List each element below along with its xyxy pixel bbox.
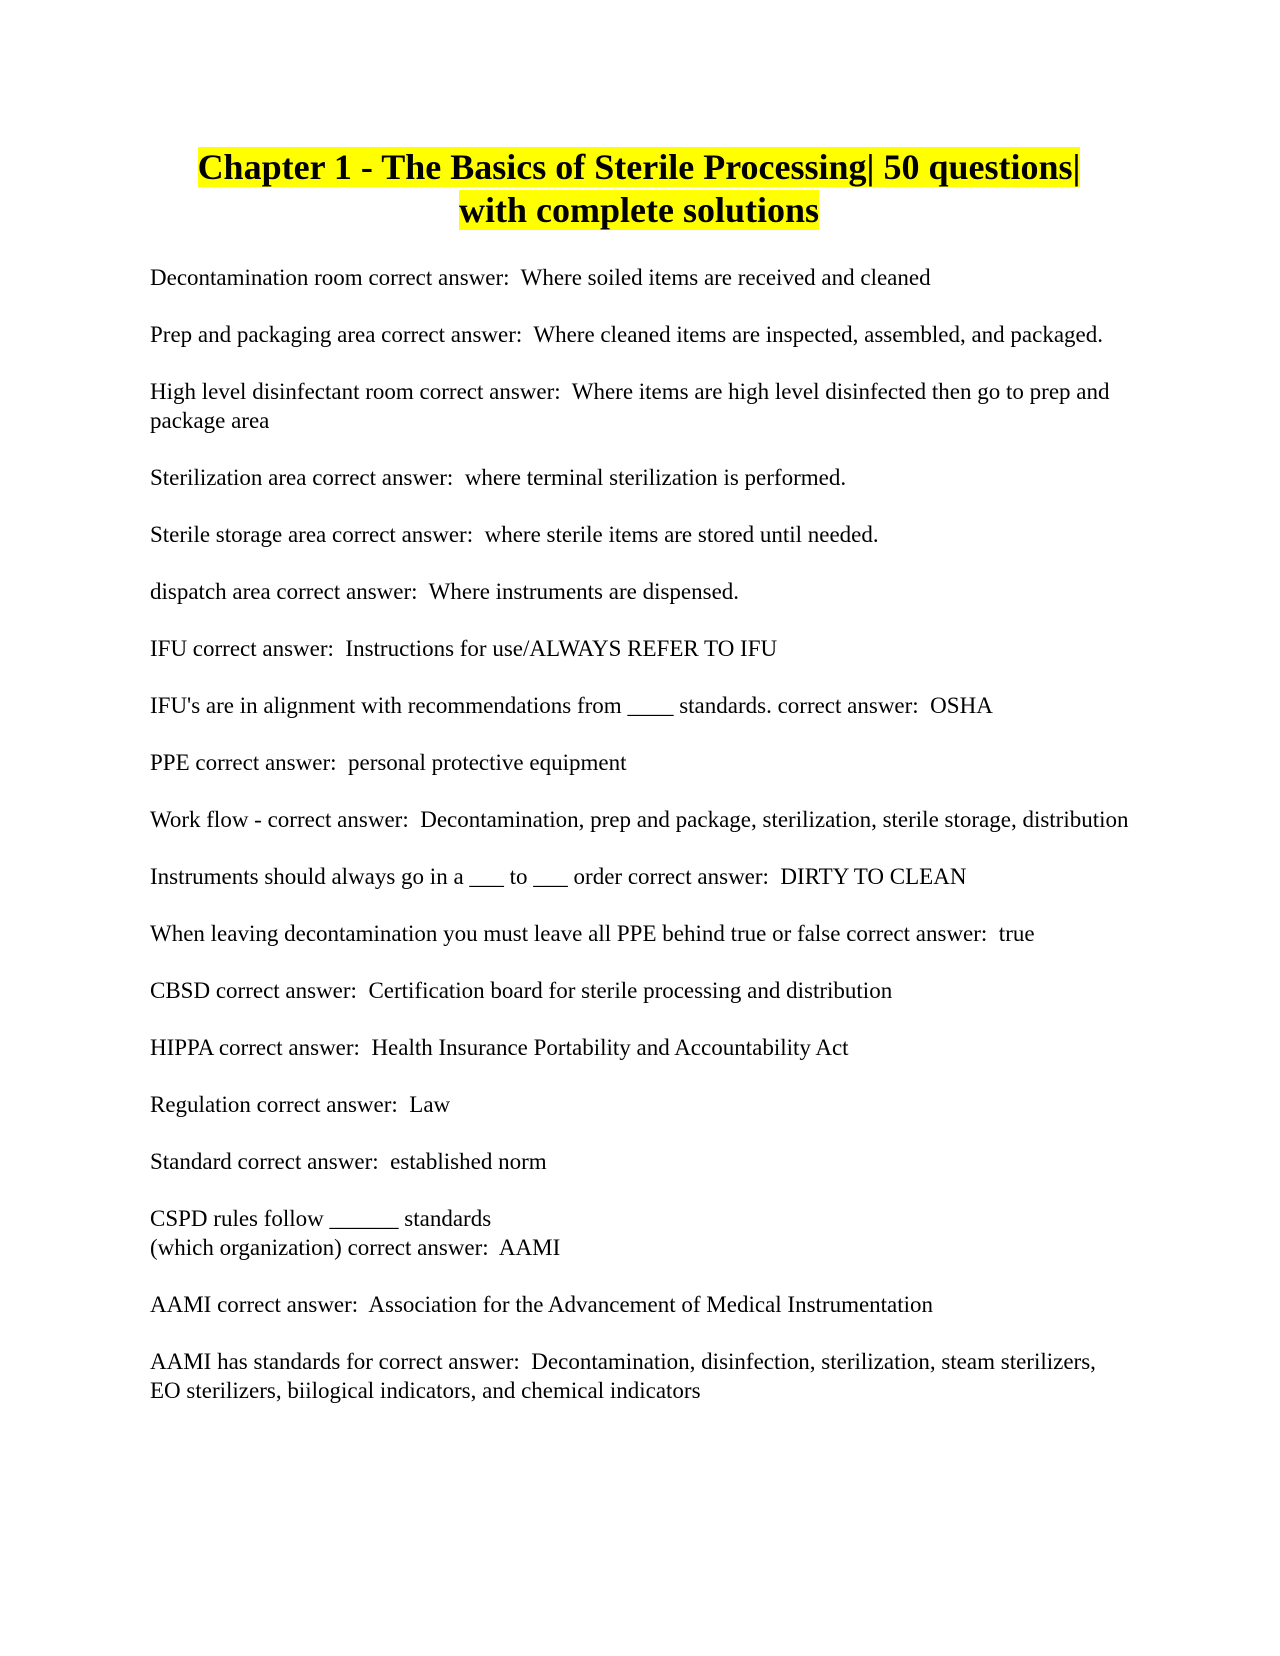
document-title (150, 146, 1128, 232)
list-item: dispatch area correct answer: Where instruments are dispensed. (150, 579, 740, 604)
title-line-2: with complete solutions (459, 190, 819, 230)
list-item: Work flow - correct answer: Decontamination, prep and package, sterilization, sterile storage, distribution (150, 807, 1129, 832)
list-item: AAMI correct answer: Association for the Advancement of Medical Instrumentation (150, 1292, 934, 1317)
question-answer-list (150, 263, 1130, 1433)
list-item: CBSD correct answer: Certification board for sterile processing and distribution (150, 978, 893, 1003)
list-item: AAMI has standards for correct answer: Decontamination, disinfection, sterilization, steam sterilizers, EO sterilizers, biilogical indicators, and chemical indicators (150, 1349, 1102, 1403)
list-item: Sterile storage area correct answer: where sterile items are stored until needed. (150, 522, 879, 547)
list-item: CSPD rules follow ______ standards (which organization) correct answer: AAMI (150, 1206, 561, 1260)
list-item: Standard correct answer: established norm (150, 1149, 547, 1174)
list-item: Sterilization area correct answer: where terminal sterilization is performed. (150, 465, 847, 490)
list-item: IFU's are in alignment with recommendations from ____ standards. correct answer: OSHA (150, 693, 993, 718)
list-item: High level disinfectant room correct answer: Where items are high level disinfected then go to prep and package area (150, 379, 1116, 433)
title-line-1: Chapter 1 - The Basics of Sterile Processing| 50 questions| (197, 147, 1081, 187)
list-item: Regulation correct answer: Law (150, 1092, 451, 1117)
list-item: Instruments should always go in a ___ to ___ order correct answer: DIRTY TO CLEAN (150, 864, 967, 889)
list-item: Decontamination room correct answer: Where soiled items are received and cleaned (150, 265, 931, 290)
list-item: When leaving decontamination you must leave all PPE behind true or false correct answer: true (150, 921, 1035, 946)
list-item: PPE correct answer: personal protective equipment (150, 750, 627, 775)
list-item: Prep and packaging area correct answer: Where cleaned items are inspected, assembled, and packaged. (150, 322, 1103, 347)
list-item: IFU correct answer: Instructions for use/ALWAYS REFER TO IFU (150, 636, 778, 661)
list-item: HIPPA correct answer: Health Insurance Portability and Accountability Act (150, 1035, 849, 1060)
